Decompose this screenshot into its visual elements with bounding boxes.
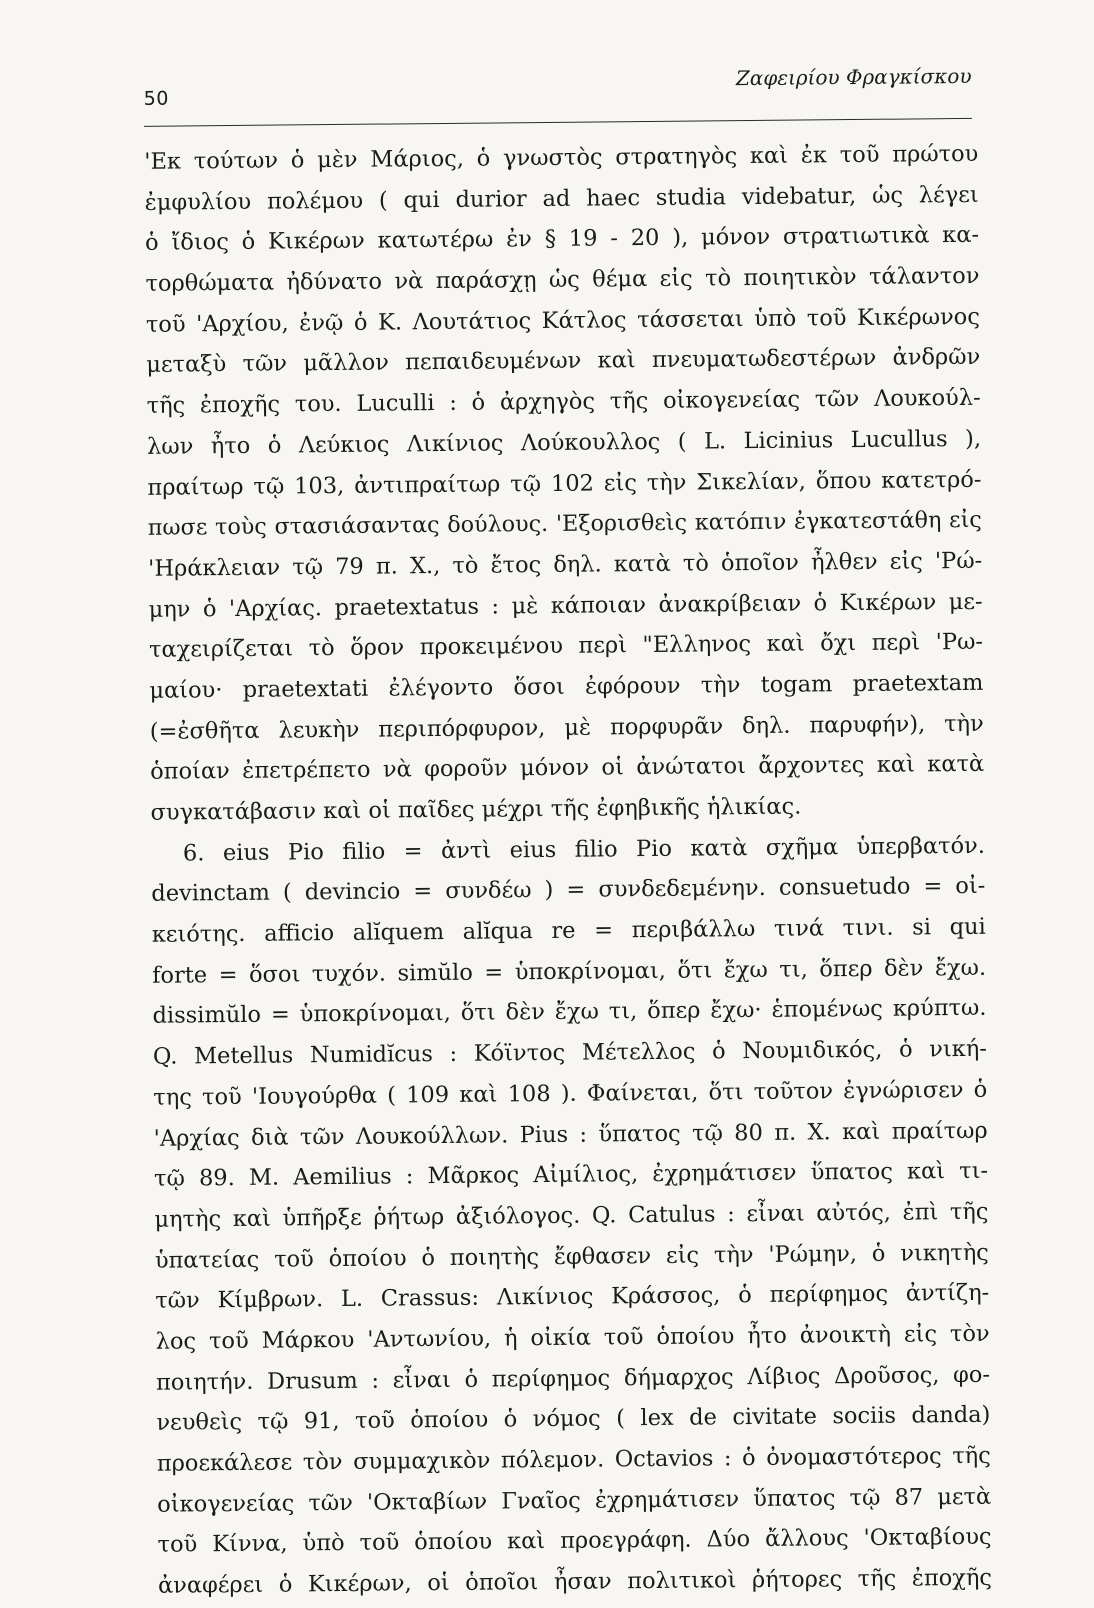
text-line: ταχειρίζεται τὸ ὅρον προκειμένου περὶ "Ελληνος καὶ ὄχι περὶ 'Ρω-: [148, 629, 984, 664]
text-line: κειότης. afficio alĭquem alĭqua re = περιβάλλω τινά τινι. si qui: [151, 913, 986, 948]
text-line: (=ἐσθῆτα λευκὴν περιπόρφυρον, μὲ πορφυρᾶν δηλ. παρυφήν), τὴν: [149, 710, 984, 745]
page-header: [143, 56, 972, 127]
text-line: οἰκογενείας τῶν 'Οκταβίων Γναῖος ἐχρημάτισεν ὕπατος τῷ 87 μετὰ: [157, 1483, 992, 1518]
text-line: συγκατάβασιν καὶ οἱ παῖδες μέχρι τῆς ἐφηβικῆς ἡλικίας.: [150, 793, 802, 826]
text-line: ἀναφέρει ὁ Κικέρων, οἱ ὁποῖοι ἦσαν πολιτικοὶ ῥήτορες τῆς ἐποχῆς: [157, 1564, 993, 1599]
text-line: της τοῦ 'Ιουγούρθα ( 109 καὶ 108 ). Φαίνεται, ὅτι τοῦτον ἐγνώρισεν ὁ: [153, 1076, 988, 1111]
text-line: dissimŭlo = ὑποκρίνομαι, ὅτι δὲν ἔχω τι, ὅπερ ἔχω· ἑπομένως κρύπτω.: [152, 995, 987, 1030]
text-line: μητὴς καὶ ὑπῆρξε ῥήτωρ ἀξιόλογος. Q. Catulus : εἶναι αὐτός, ἐπὶ τῆς: [154, 1198, 989, 1233]
text-line: Q. Metellus Numidĭcus : Κόϊντος Μέτελλος ὁ Νουμιδικός, ὁ νική-: [152, 1035, 988, 1070]
text-line: ὁποίαν ἐπετρέπετο νὰ φοροῦν μόνον οἱ ἀνώτατοι ἄρχοντες καὶ κατὰ: [150, 751, 985, 786]
text-line: λος τοῦ Μάρκου 'Αντωνίου, ἡ οἰκία τοῦ ὁποίου ἦτο ἀνοικτὴ εἰς τὸν: [155, 1320, 990, 1355]
text-line: προεκάλεσε τὸν συμμαχικὸν πόλεμον. Octavios : ὁ ὀνομαστότερος τῆς: [156, 1442, 991, 1477]
text-line: μαίου· praetextati ἐλέγοντο ὅσοι ἐφόρουν τὴν togam praetextam: [149, 669, 984, 704]
text-line: 'Ηράκλειαν τῷ 79 π. Χ., τὸ ἔτος δηλ. κατὰ τὸ ὁποῖον ἦλθεν εἰς 'Ρώ-: [148, 547, 983, 582]
text-line: τοῦ 'Αρχίου, ἐνῷ ὁ Κ. Λουτάτιος Κάτλος τάσσεται ὑπὸ τοῦ Κικέρωνος: [145, 303, 980, 338]
running-head: Ζαφειρίου Φραγκίσκου: [735, 63, 972, 91]
text-line: τοῦ Κίννα, ὑπὸ τοῦ ὁποίου καὶ προεγράφη. Δύο ἄλλους 'Οκταβίους: [157, 1524, 992, 1559]
page-number: 50: [143, 87, 170, 110]
text-line: ὁ ἴδιος ὁ Κικέρων κατωτέρω ἐν § 19 - 20 ), μόνον στρατιωτικὰ κα-: [144, 222, 980, 257]
text-line: νευθεὶς τῷ 91, τοῦ ὁποίου ὁ νόμος ( lex de civitate sociis danda): [156, 1402, 991, 1437]
text-line: τορθώματα ἠδύνατο νὰ παράσχῃ ὡς θέμα εἰς τὸ ποιητικὸν τάλαντον: [145, 262, 980, 297]
text-line: μην ὁ 'Αρχίας. praetextatus : μὲ κάποιαν ἀνακρίβειαν ὁ Κικέρων με-: [148, 588, 983, 623]
text-line: λων ἦτο ὁ Λεύκιος Λικίνιος Λούκουλλος ( L. Licinius Lucullus ),: [146, 425, 982, 460]
text-line: τῆς ἐποχῆς του. Luculli : ὁ ἀρχηγὸς τῆς οἰκογενείας τῶν Λουκούλ-: [146, 384, 981, 419]
text-line: 'Εκ τούτων ὁ μὲν Μάριος, ὁ γνωστὸς στρατηγὸς καὶ ἐκ τοῦ πρώτου: [144, 140, 979, 175]
text-line: πωσε τοὺς στασιάσαντας δούλους. 'Εξορισθεὶς κατόπιν ἐγκατεστάθη εἰς: [147, 507, 982, 542]
text-line: ὑπατείας τοῦ ὁποίου ὁ ποιητὴς ἔφθασεν εἰς τὴν 'Ρώμην, ὁ νικητὴς: [154, 1239, 989, 1274]
text-line: 6. eius Pio filio = ἀντὶ eius filio Pio κατὰ σχῆμα ὑπερβατόν.: [182, 832, 986, 867]
text-line: τῷ 89. Μ. Aemilius : Μᾶρκος Αἰμίλιος, ἐχρημάτισεν ὕπατος καὶ τι-: [153, 1157, 989, 1192]
text-line: devinctam ( devincio = συνδέω ) = συνδεδεμένην. consuetudo = οἰ-: [151, 873, 986, 908]
text-line: πραίτωρ τῷ 103, ἀντιπραίτωρ τῷ 102 εἰς τὴν Σικελίαν, ὅπου κατετρό-: [147, 466, 982, 501]
text-line: ἐμφυλίου πολέμου ( qui durior ad haec studia videbatur, ὡς λέγει: [144, 181, 979, 216]
text-line: τῶν Κίμβρων. L. Crassus: Λικίνιος Κράσσος, ὁ περίφημος ἀντίζη-: [155, 1280, 990, 1315]
text-line: μεταξὺ τῶν μᾶλλον πεπαιδευμένων καὶ πνευματωδεστέρων ἀνδρῶν: [146, 344, 981, 379]
text-line: forte = ὅσοι τυχόν. simŭlo = ὑποκρίνομαι, ὅτι ἔχω τι, ὅπερ δὲν ἔχω.: [152, 954, 987, 989]
text-line: ποιητήν. Drusum : εἶναι ὁ περίφημος δήμαρχος Λίβιος Δροῦσος, φο-: [155, 1361, 991, 1396]
text-line: 'Αρχίας διὰ τῶν Λουκούλλων. Pius : ὕπατος τῷ 80 π. Χ. καὶ πραίτωρ: [153, 1117, 988, 1152]
commentary-text: [144, 134, 992, 1607]
